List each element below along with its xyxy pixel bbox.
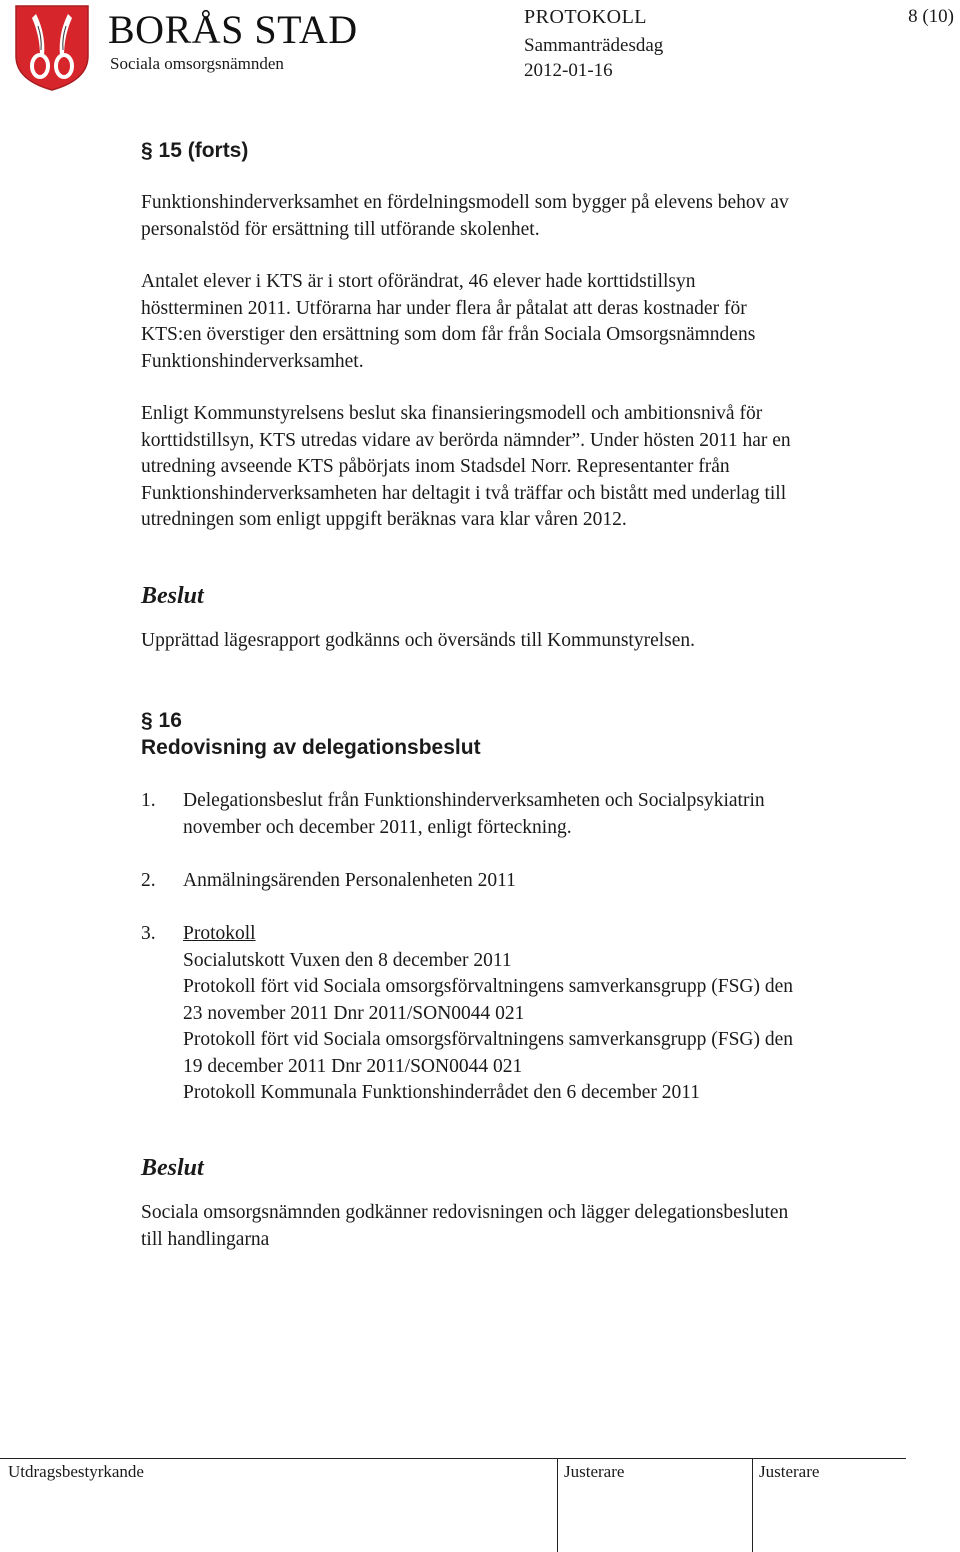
paragraph-line: Funktionshinderverksamhet en fördelningsmodell som bygger på elevens behov av [141, 192, 789, 213]
paragraph-line: korttidstillsyn, KTS utredas vidare av berörda nämnder”. Under hösten 2011 har en [141, 429, 791, 451]
document-type: PROTOKOLL [524, 6, 648, 28]
list-item-2-number: 2. [141, 870, 156, 891]
paragraph-line: Antalet elever i KTS är i stort oförändrat, 46 elever hade korttidstillsyn [141, 271, 696, 292]
section-15-heading: § 15 (forts) [141, 139, 249, 162]
section-16-title: Redovisning av delegationsbeslut [141, 736, 481, 759]
paragraph-line: utredning avseende KTS påbörjats inom Stadsdel Norr. Representanter från [141, 456, 730, 477]
paragraph-line: utredningen som enligt uppgift beräknas vara klar våren 2012. [141, 509, 627, 530]
paragraph-line: till handlingarna [141, 1228, 270, 1250]
list-item-line: Delegationsbeslut från Funktionshinderverksamheten och Socialpsykiatrin [183, 790, 765, 811]
list-item-1 [183, 788, 923, 841]
list-item-line: 19 december 2011 Dnr 2011/SON0044 021 [183, 1055, 523, 1077]
paragraph-line: Upprättad lägesrapport godkänns och översänds till Kommunstyrelsen. [141, 630, 696, 651]
list-item-line: Protokoll fört vid Sociala omsorgsförvaltningens samverkansgrupp (FSG) den [183, 1029, 794, 1050]
paragraph-line: Funktionshinderverksamheten har deltagit i två träffar och bistått med underlag till [141, 482, 787, 504]
list-item-line: Anmälningsärenden Personalenheten 2011 [183, 870, 516, 891]
footer-adjuster-2-label: Justerare [759, 1462, 820, 1481]
footer-column-divider [557, 1459, 558, 1552]
list-item-line: Protokoll Kommunala Funktionshinderrådet den 6 december 2011 [183, 1082, 701, 1103]
section-16-beslut-heading: Beslut [141, 1155, 204, 1181]
paragraph-line: KTS:en överstiger den ersättning som dom får från Sociala Omsorgsnämndens [141, 324, 756, 345]
paragraph-line: Sociala omsorgsnämnden godkänner redovisningen och lägger delegationsbesluten [141, 1202, 789, 1223]
section-16-beslut-text [141, 1200, 921, 1253]
section-15-paragraph-3 [141, 401, 921, 534]
list-item-2 [183, 868, 923, 895]
list-item-3 [183, 921, 923, 1107]
list-item-3-title: Protokoll [183, 923, 256, 944]
footer-column-divider [752, 1459, 753, 1552]
list-item-3-number: 3. [141, 923, 156, 944]
brand-title: BORÅS STAD [108, 7, 358, 52]
paragraph-line: Funktionshinderverksamhet. [141, 350, 364, 372]
section-15-paragraph-1 [141, 190, 921, 243]
section-16-number: § 16 [141, 709, 182, 732]
section-16-heading [141, 707, 481, 761]
section-15-beslut-heading: Beslut [141, 583, 204, 609]
brand-subtitle: Sociala omsorgsnämnden [110, 54, 284, 73]
paragraph-line: Enligt Kommunstyrelsens beslut ska finansieringsmodell och ambitionsnivå för [141, 403, 763, 424]
page-number: 8 (10) [908, 6, 954, 27]
city-coat-of-arms-logo [14, 4, 90, 92]
footer-adjuster-1-label: Justerare [564, 1462, 625, 1481]
list-item-1-number: 1. [141, 790, 156, 811]
meeting-type: Sammanträdesdag [524, 35, 664, 56]
list-item-line: 23 november 2011 Dnr 2011/SON0044 021 [183, 1002, 525, 1024]
list-item-line: Protokoll fört vid Sociala omsorgsförvaltningens samverkansgrupp (FSG) den [183, 976, 794, 997]
footer-certification-label: Utdragsbestyrkande [8, 1462, 144, 1481]
section-15-paragraph-2 [141, 269, 921, 375]
paragraph-line: personalstöd för ersättning till utförande skolenhet. [141, 218, 540, 240]
meeting-date: 2012-01-16 [524, 60, 613, 81]
paragraph-line: höstterminen 2011. Utförarna har under flera år påtalat att deras kostnader för [141, 297, 747, 319]
list-item-line: Socialutskott Vuxen den 8 december 2011 [183, 949, 512, 971]
list-item-line: november och december 2011, enligt förteckning. [183, 816, 572, 838]
footer-divider-line [0, 1458, 906, 1459]
section-15-beslut-text [141, 628, 921, 655]
